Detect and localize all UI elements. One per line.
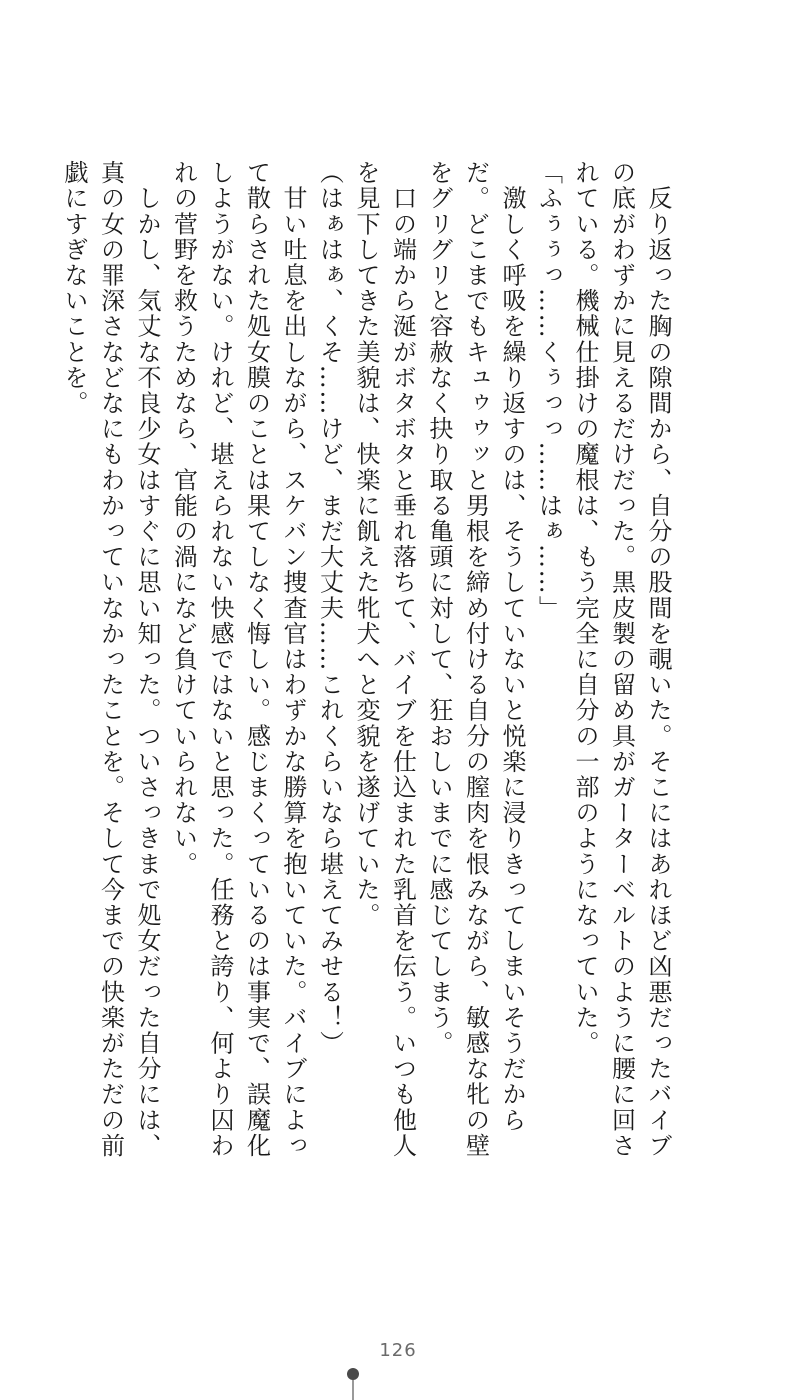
page-marker-line	[352, 1380, 354, 1400]
page-marker	[347, 1368, 359, 1400]
page-marker-dot-icon	[347, 1368, 359, 1380]
paragraph: 口の端から涎がボタボタと垂れ落ちて、バイブを仕込まれた乳首を伝う。いつも他人を見下してきた美貌は、快楽に飢えた牝犬へと変貌を遂げていた。	[352, 160, 417, 1159]
paragraph: （はぁはぁ、くそ……けど、まだ大丈夫……これくらいなら堪えてみせる！）	[315, 160, 344, 1056]
paragraph: 「ふぅぅっ……くぅっっ……はぁ……」	[534, 160, 563, 621]
paragraph: しかし、気丈な不良少女はすぐに思い知った。ついさっきまで処女だった自分には、真の女の罪深さなどなにもわかっていなかったことを。そして今までの快楽がただの前戯にすぎないことを。	[60, 160, 161, 1159]
paragraph: 反り返った胸の隙間から、自分の股間を覗いた。そこにはあれほど凶悪だったバイブの底がわずかに見えるだけだった。黒皮製の留め具がガーターベルトのように腰に回されている。機械仕掛けの魔根は、もう完全に自分の一部のようになっていた。	[571, 160, 672, 1159]
paragraph: 激しく呼吸を繰り返すのは、そうしていないと悦楽に浸りきってしまいそうだからだ。どこまでもキュゥゥッと男根を締め付ける自分の膣肉を恨みながら、敏感な牝の壁をグリグリと容赦なく抉り取る亀頭に対して、狂おしいまでに感じてしまう。	[425, 160, 526, 1159]
page-number: 126	[379, 1340, 417, 1361]
novel-text	[60, 160, 676, 1180]
paragraph: 甘い吐息を出しながら、スケバン捜査官はわずかな勝算を抱いていた。バイブによって散らされた処女膜のことは果てしなく悔しい。感じまくっているのは事実で、誤魔化しようがない。けれど、堪えられない快感ではないと思った。任務と誇り、何より囚われの菅野を救うためなら、官能の渦になど負けていられない。	[169, 160, 307, 1159]
